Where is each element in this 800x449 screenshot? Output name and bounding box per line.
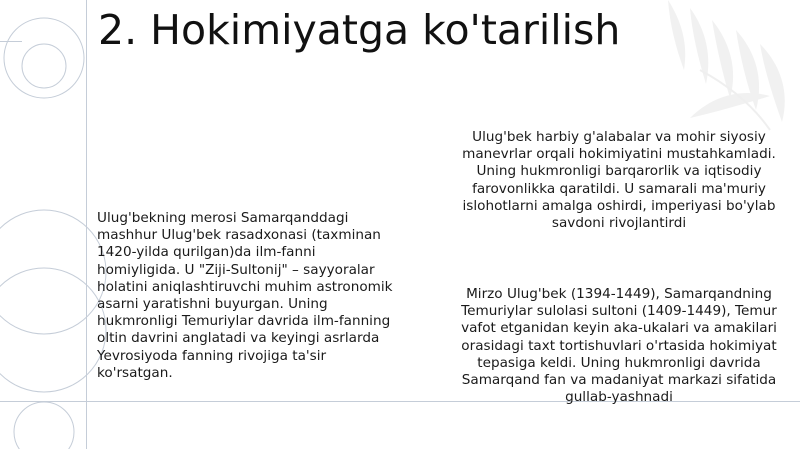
circle-outline-large-low bbox=[0, 268, 106, 392]
circle-outline-large-mid bbox=[0, 210, 106, 334]
left-paragraph: Ulug'bekning merosi Samarqanddagi mashhur Ulug'bek rasadxonasi (taxminan 1420-yilda qurilgan)da ilm-fanni homiyligida. U "Ziji-Sultonij" – sayyoralar holatini aniqlashtiruvchi muhim astronomik asarni yaratishni buyurgan. Uning hukmronligi Temuriylar davrida ilm-fanning oltin davrini anglatadi va keyingi asrlarda Yevrosiyoda fanning rivojiga ta'sir ko'rsatgan. bbox=[97, 210, 393, 381]
page-title: 2. Hokimiyatga ko'tarilish bbox=[98, 6, 621, 54]
leaf-watermark-icon bbox=[668, 0, 785, 130]
circle-outline-small-top bbox=[22, 44, 66, 88]
circle-outline-large-top bbox=[4, 18, 84, 98]
right-bottom-paragraph: Mirzo Ulug'bek (1394-1449), Samarqandning Temuriylar sulolasi sultoni (1409-1449), Temur vafot etganidan keyin aka-ukalari va amakilari orasidagi taxt tortishuvlari o'rtasida hokimiyat tepasiga keldi. Uning hukmronligi davrida Samarqand fan va madaniyat markazi sifatida gullab-yashnadi bbox=[461, 286, 777, 406]
right-top-paragraph: Ulug'bek harbiy g'alabalar va mohir siyosiy manevrlar orqali hokimiyatini mustahkamladi. Uning hukmronligi barqarorlik va iqtisodiy farovonlikka qaratildi. U samarali ma'muriy islohotlarni amalga oshirdi, imperiyasi bo'ylab savdoni rivojlantirdi bbox=[462, 129, 776, 232]
circle-outline-small-bottom bbox=[14, 402, 74, 449]
